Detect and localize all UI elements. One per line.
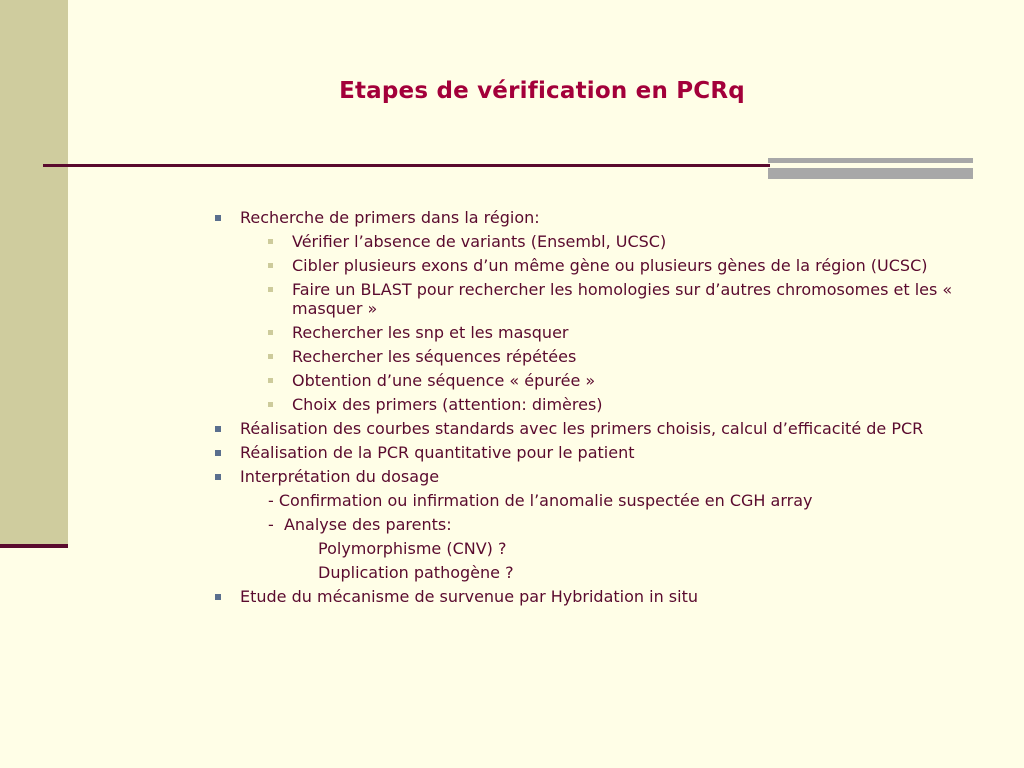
sub-bullet-item <box>213 395 983 414</box>
sub-bullet-item <box>213 371 983 390</box>
bullet-text: Etude du mécanisme de survenue par Hybridation in situ <box>240 587 698 606</box>
sub-bullet-item <box>213 280 983 318</box>
square-bullet-icon <box>215 594 221 600</box>
bullet-text: Réalisation de la PCR quantitative pour le patient <box>240 443 635 462</box>
square-bullet-icon <box>268 239 273 244</box>
square-bullet-icon <box>268 354 273 359</box>
sub-bullet-text: Vérifier l’absence de variants (Ensembl, UCSC) <box>292 232 667 251</box>
sub-detail-line: Duplication pathogène ? <box>318 563 514 582</box>
sub-bullet-text: Rechercher les snp et les masquer <box>292 323 569 342</box>
bullet-item <box>213 467 983 486</box>
bullet-text: Réalisation des courbes standards avec les primers choisis, calcul d’efficacité de PCR <box>240 419 924 438</box>
bullet-item <box>213 587 983 606</box>
divider-grey-stripe-bottom <box>768 168 973 179</box>
detail-line: - Analyse des parents: <box>268 515 452 534</box>
sub-bullet-item <box>213 347 983 366</box>
sub-bullet-text: Cibler plusieurs exons d’un même gène ou plusieurs gènes de la région (UCSC) <box>292 256 928 275</box>
bullet-item <box>213 208 983 227</box>
detail-line: - Confirmation ou infirmation de l’anomalie suspectée en CGH array <box>268 491 813 510</box>
left-accent-band <box>0 0 68 547</box>
sub-bullet-text: Faire un BLAST pour rechercher les homologies sur d’autres chromosomes et les « masquer » <box>292 280 953 318</box>
bullet-item <box>213 419 983 438</box>
sub-bullet-item <box>213 256 983 275</box>
bullet-text: Interprétation du dosage <box>240 467 440 486</box>
square-bullet-icon <box>268 287 273 292</box>
square-bullet-icon <box>268 402 273 407</box>
slide-title: Etapes de vérification en PCRq <box>339 78 745 104</box>
square-bullet-icon <box>215 474 221 480</box>
bullet-text: Recherche de primers dans la région: <box>240 208 540 227</box>
square-bullet-icon <box>215 426 221 432</box>
sub-bullet-text: Obtention d’une séquence « épurée » <box>292 371 596 390</box>
slide-body <box>213 208 983 611</box>
square-bullet-icon <box>268 378 273 383</box>
square-bullet-icon <box>268 330 273 335</box>
title-divider <box>43 164 770 167</box>
sub-detail-line: Polymorphisme (CNV) ? <box>318 539 507 558</box>
bullet-item <box>213 443 983 462</box>
square-bullet-icon <box>215 450 221 456</box>
left-accent-underline <box>0 544 68 548</box>
sub-bullet-item <box>213 232 983 251</box>
square-bullet-icon <box>268 263 273 268</box>
divider-grey-stripe-top <box>768 158 973 163</box>
sub-bullet-text: Choix des primers (attention: dimères) <box>292 395 603 414</box>
sub-bullet-item <box>213 323 983 342</box>
sub-bullet-text: Rechercher les séquences répétées <box>292 347 577 366</box>
square-bullet-icon <box>215 215 221 221</box>
